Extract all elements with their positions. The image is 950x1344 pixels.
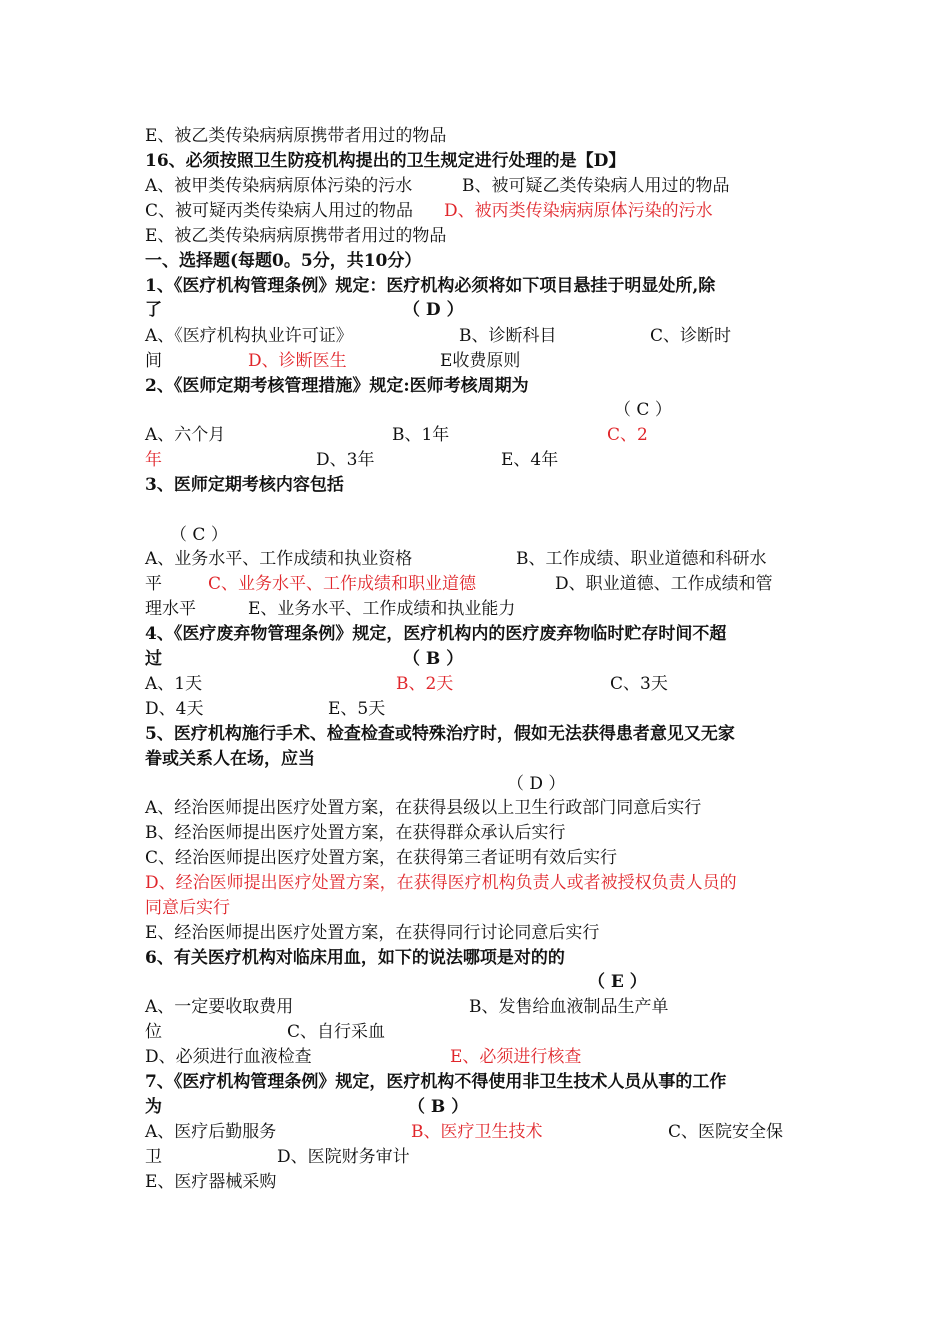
q1-option-a: A、《医疗机构执业许可证》 xyxy=(145,326,353,346)
q5-option-e: E、经治医师提出医疗处置方案，在获得同行讨论同意后实行 xyxy=(145,923,600,943)
q3-answer: （ C ） xyxy=(170,525,228,545)
q1-option-b: B、诊断科目 xyxy=(459,326,557,346)
question-7-cont: 为 xyxy=(145,1097,162,1117)
q3-option-d-cont: 理水平 xyxy=(145,599,196,619)
q16-option-e: E、被乙类传染病病原携带者用过的物品 xyxy=(145,226,447,246)
question-4-cont: 过 xyxy=(145,649,162,669)
question-7: 7、《医疗机构管理条例》规定，医疗机构不得使用非卫生技术人员从事的工作 xyxy=(145,1072,727,1092)
q6-option-b: B、发售给血液制品生产单 xyxy=(469,997,669,1017)
q16-option-a: A、被甲类传染病病原体污染的污水 xyxy=(145,176,413,196)
q2-answer: （ C ） xyxy=(614,400,672,420)
q6-option-b-cont: 位 xyxy=(145,1022,162,1042)
q2-option-d: D、3年 xyxy=(316,450,375,470)
q6-option-d: D、必须进行血液检查 xyxy=(145,1047,312,1067)
q4-option-a: A、1天 xyxy=(145,674,203,694)
q5-option-c: C、经治医师提出医疗处置方案，在获得第三者证明有效后实行 xyxy=(145,848,618,868)
question-5: 5、医疗机构施行手术、检查检查或特殊治疗时，假如无法获得患者意见又无家 xyxy=(145,724,735,744)
q3-option-c-answer: C、业务水平、工作成绩和职业道德 xyxy=(208,574,477,594)
q16-option-d-answer: D、被丙类传染病病原体污染的污水 xyxy=(444,201,713,221)
question-1: 1、《医疗机构管理条例》规定：医疗机构必须将如下项目悬挂于明显处所,除 xyxy=(145,276,716,296)
q7-option-b-answer: B、医疗卫生技术 xyxy=(411,1122,543,1142)
q1-option-d-answer: D、诊断医生 xyxy=(248,351,347,371)
q3-option-a: A、业务水平、工作成绩和执业资格 xyxy=(145,549,413,569)
q3-option-e: E、业务水平、工作成绩和执业能力 xyxy=(248,599,516,619)
q4-option-b-answer: B、2天 xyxy=(396,674,454,694)
q5-answer: （ D ） xyxy=(507,774,566,794)
question-5-cont: 眷或关系人在场，应当 xyxy=(145,749,315,769)
q1-option-c-cont: 间 xyxy=(145,351,162,371)
q6-answer: （ E ） xyxy=(588,972,647,992)
q7-option-d: D、医院财务审计 xyxy=(277,1147,410,1167)
q3-option-d: D、职业道德、工作成绩和管 xyxy=(555,574,773,594)
option-e-prev: E、被乙类传染病病原携带者用过的物品 xyxy=(145,126,447,146)
q4-option-e: E、5天 xyxy=(328,699,386,719)
q2-option-a: A、六个月 xyxy=(145,425,226,445)
q16-option-c: C、被可疑丙类传染病人用过的物品 xyxy=(145,201,414,221)
q4-option-c: C、3天 xyxy=(610,674,668,694)
q7-answer: （ B ） xyxy=(408,1097,469,1117)
q5-option-a: A、经治医师提出医疗处置方案，在获得县级以上卫生行政部门同意后实行 xyxy=(145,798,702,818)
q4-answer: （ B ） xyxy=(403,649,464,669)
q2-option-e: E、4年 xyxy=(501,450,559,470)
q7-option-e: E、医疗器械采购 xyxy=(145,1172,277,1192)
q7-option-a: A、医疗后勤服务 xyxy=(145,1122,277,1142)
q1-option-e: E收费原则 xyxy=(440,351,521,371)
question-3: 3、医师定期考核内容包括 xyxy=(145,475,344,495)
q1-option-c: C、诊断时 xyxy=(650,326,732,346)
q3-option-b: B、工作成绩、职业道德和科研水 xyxy=(516,549,767,569)
q4-option-d: D、4天 xyxy=(145,699,204,719)
q6-option-c: C、自行采血 xyxy=(287,1022,386,1042)
question-6: 6、有关医疗机构对临床用血，如下的说法哪项是对的的 xyxy=(145,948,565,968)
question-16: 16、必须按照卫生防疫机构提出的卫生规定进行处理的是【D】 xyxy=(145,151,626,171)
question-2: 2、《医师定期考核管理措施》规定:医师考核周期为 xyxy=(145,376,529,396)
question-1-cont: 了 xyxy=(145,300,162,320)
section-heading: 一、选择题(每题0。5分，共10分） xyxy=(145,251,422,271)
q6-option-a: A、一定要收取费用 xyxy=(145,997,294,1017)
q2-option-c-answer: C、2 xyxy=(607,425,648,445)
q1-answer: （ D ） xyxy=(403,300,464,320)
q5-option-d-answer-cont: 同意后实行 xyxy=(145,898,230,918)
q7-option-c: C、医院安全保 xyxy=(668,1122,784,1142)
q5-option-b: B、经治医师提出医疗处置方案，在获得群众承认后实行 xyxy=(145,823,566,843)
q16-option-b: B、被可疑乙类传染病人用过的物品 xyxy=(462,176,730,196)
q2-option-b: B、1年 xyxy=(392,425,450,445)
question-4: 4、《医疗废弃物管理条例》规定，医疗机构内的医疗废弃物临时贮存时间不超 xyxy=(145,624,727,644)
q3-option-b-cont: 平 xyxy=(145,574,162,594)
q2-option-c-answer-cont: 年 xyxy=(145,450,162,470)
q6-option-e-answer: E、必须进行核查 xyxy=(450,1047,582,1067)
q7-option-c-cont: 卫 xyxy=(145,1147,162,1167)
q5-option-d-answer: D、经治医师提出医疗处置方案，在获得医疗机构负责人或者被授权负责人员的 xyxy=(145,873,737,893)
